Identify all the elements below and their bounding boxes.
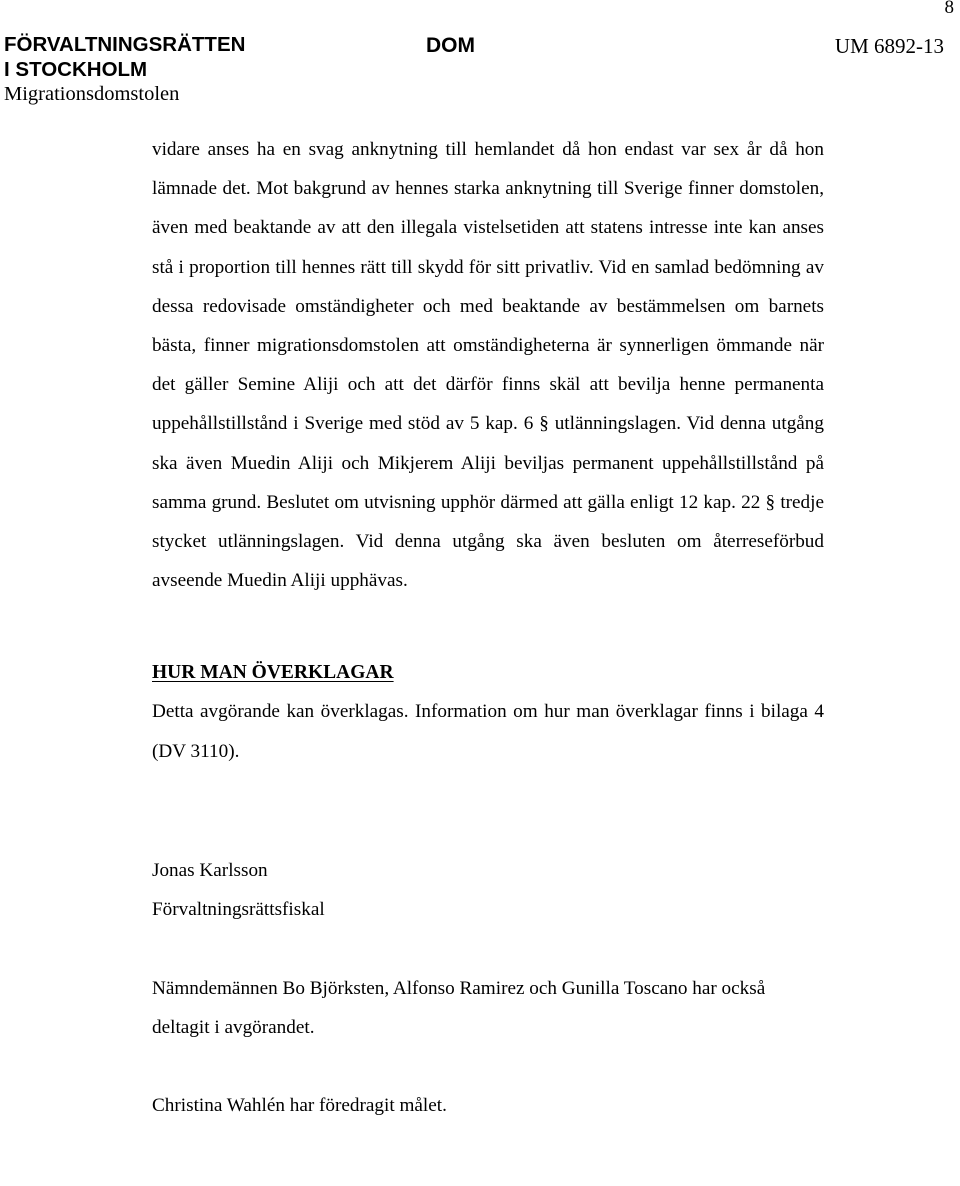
court-division: Migrationsdomstolen: [4, 83, 180, 105]
court-name-line1: FÖRVALTNINGSRÄTTEN: [4, 33, 246, 56]
signatory-name: Jonas Karlsson: [152, 859, 268, 881]
lay-judges-paragraph: Nämndemännen Bo Björksten, Alfonso Ramirez och Gunilla Toscano har också deltagit i avgörandet.: [152, 978, 766, 1039]
appeal-paragraph: Detta avgörande kan överklagas. Information om hur man överklagar finns i bilaga 4 (DV 3110).: [152, 701, 824, 762]
document-type: DOM: [426, 34, 475, 57]
appeal-heading: HUR MAN ÖVERKLAGAR: [152, 662, 394, 684]
document-body: [152, 130, 824, 1125]
court-block: [4, 32, 424, 107]
signatory-title: Förvaltningsrättsfiskal: [152, 899, 325, 921]
page-number: 8: [944, 0, 954, 18]
reasoning-paragraph: vidare anses ha en svag anknytning till hemlandet då hon endast var sex år då hon lämnade det. Mot bakgrund av hennes starka anknytning till Sverige finner domstolen, även med beaktande av att den illegala vistelsetiden att statens intresse inte kan anses stå i proportion till hennes rätt till skydd för sitt privatliv. Vid en samlad bedömning av dessa redovisade omständigheter och med beaktande av bestämmelsen om barnets bästa, finner migrationsdomstolen att omständigheterna är synnerligen ömmande när det gäller Semine Aliji och att det därför finns skäl att bevilja henne permanenta uppehållstillstånd i Sverige med stöd av 5 kap. 6 § utlänningslagen. Vid denna utgång ska även Muedin Aliji och Mikjerem Aliji beviljas permanent uppehållstillstånd på samma grund. Beslutet om utvisning upphör därmed att gälla enligt 12 kap. 22 § tredje stycket utlänningslagen. Vid denna utgång ska även besluten om återreseförbud avseende Muedin Aliji upphävas.: [152, 139, 824, 592]
court-name-line2: I STOCKHOLM: [4, 58, 148, 81]
case-number: UM 6892-13: [834, 34, 944, 58]
rapporteur-paragraph: Christina Wahlén har föredragit målet.: [152, 1094, 447, 1116]
signature-block: [152, 851, 824, 929]
